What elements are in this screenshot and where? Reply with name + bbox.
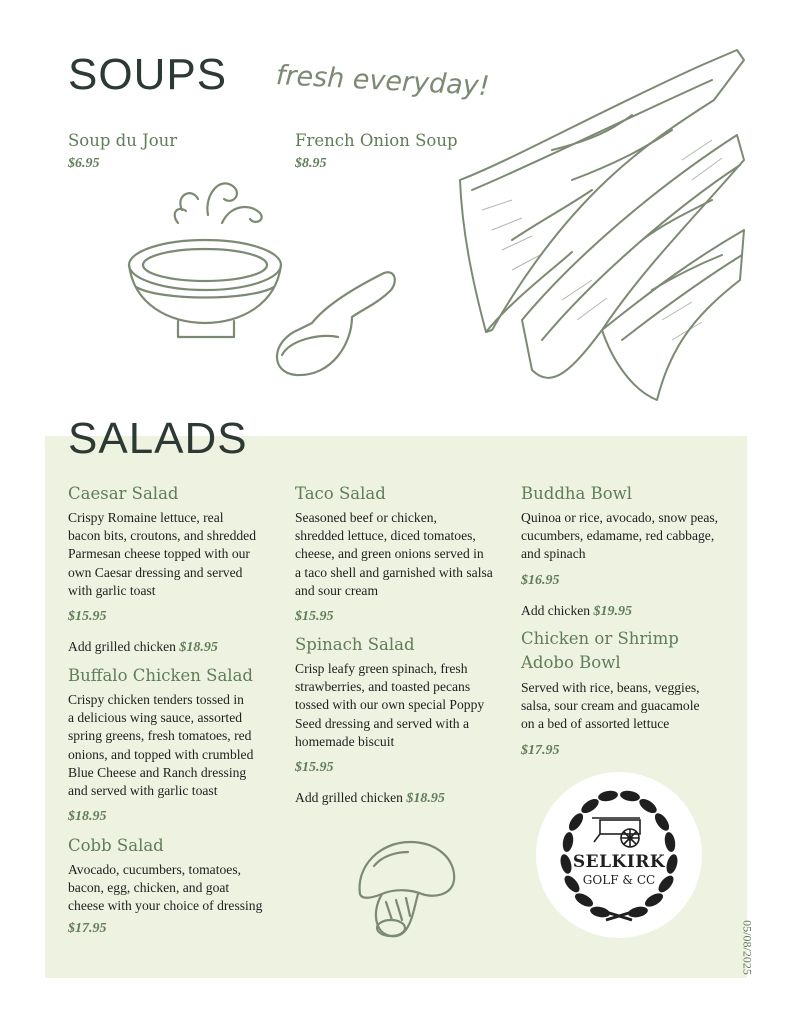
adobo-desc: Served with rice, beans, veggies, salsa, sour cream and guacamole on a bed of assorted lettuce: [521, 680, 700, 732]
cobb-desc: Avocado, cucumbers, tomatoes, bacon, egg, chicken, and goat cheese with your choice of dressing: [68, 862, 263, 914]
buffalo-desc: Crispy chicken tenders tossed in a delicious wing sauce, assorted spring greens, fresh tomatoes, red onions, and topped with crumbled Blue Cheese and Ranch dressing and served with garlic toast: [68, 692, 254, 799]
cobb-price: $17.95: [68, 920, 107, 936]
buffalo-price: $18.95: [68, 809, 107, 825]
spinach-desc: Crisp leafy green spinach, fresh strawberries, and toasted pecans tossed with our own special Poppy Seed dressing and served with a homemade biscuit: [295, 661, 485, 749]
salad-buddha: [521, 482, 736, 620]
caesar-addon: Add grilled chicken $18.95: [68, 639, 218, 656]
club-logo: [536, 772, 702, 938]
logo-subtitle: GOLF & CC: [582, 873, 656, 887]
cobb-name: Cobb Salad: [68, 836, 164, 855]
buddha-addon: Add chicken $19.95: [521, 602, 632, 619]
buddha-name: Buddha Bowl: [521, 484, 633, 503]
napkin-icon: [452, 40, 752, 408]
buddha-price: $16.95: [521, 572, 560, 588]
caesar-desc: Crispy Romaine lettuce, real bacon bits, croutons, and shredded Parmesan cheese topped with our own Caesar dressing and served with garlic toast: [68, 510, 257, 598]
buddha-desc: Quinoa or rice, avocado, snow peas, cucumbers, edamame, red cabbage, and spinach: [521, 510, 719, 562]
taco-price: $15.95: [295, 609, 334, 625]
french-onion-price: $8.95: [295, 156, 327, 171]
soup-du-jour-price: $6.95: [68, 156, 100, 171]
logo-name: SELKIRK: [572, 852, 666, 872]
caesar-name: Caesar Salad: [68, 484, 179, 503]
salad-buffalo: [68, 664, 288, 825]
menu-date: 05/08/2025: [740, 920, 755, 975]
spinach-name: Spinach Salad: [295, 635, 415, 654]
salads-title: SALADS: [68, 414, 248, 463]
caesar-price: $15.95: [68, 609, 107, 625]
adobo-price: $17.95: [521, 742, 560, 758]
salad-cobb: [68, 834, 288, 937]
buffalo-name: Buffalo Chicken Salad: [68, 666, 253, 685]
salad-caesar: [68, 482, 288, 656]
adobo-name: Chicken or Shrimp Adobo Bowl: [521, 629, 679, 672]
soup-du-jour-name: Soup du Jour: [68, 131, 178, 150]
taco-desc: Seasoned beef or chicken, shredded lettuce, diced tomatoes, cheese, and green onions served in a taco shell and garnished with salsa and sour cream: [295, 510, 493, 598]
spinach-price: $15.95: [295, 760, 334, 776]
soups-tagline: fresh everyday!: [275, 60, 491, 103]
salad-taco: [295, 482, 515, 625]
spinach-addon: Add grilled chicken $18.95: [295, 790, 445, 807]
french-onion-name: French Onion Soup: [295, 131, 458, 150]
mushroom-icon: [352, 836, 462, 948]
soup-bowl-icon: [120, 165, 410, 385]
salad-spinach: [295, 633, 515, 807]
soups-title: SOUPS: [68, 50, 228, 99]
taco-name: Taco Salad: [295, 484, 386, 503]
salad-adobo: [521, 627, 736, 759]
